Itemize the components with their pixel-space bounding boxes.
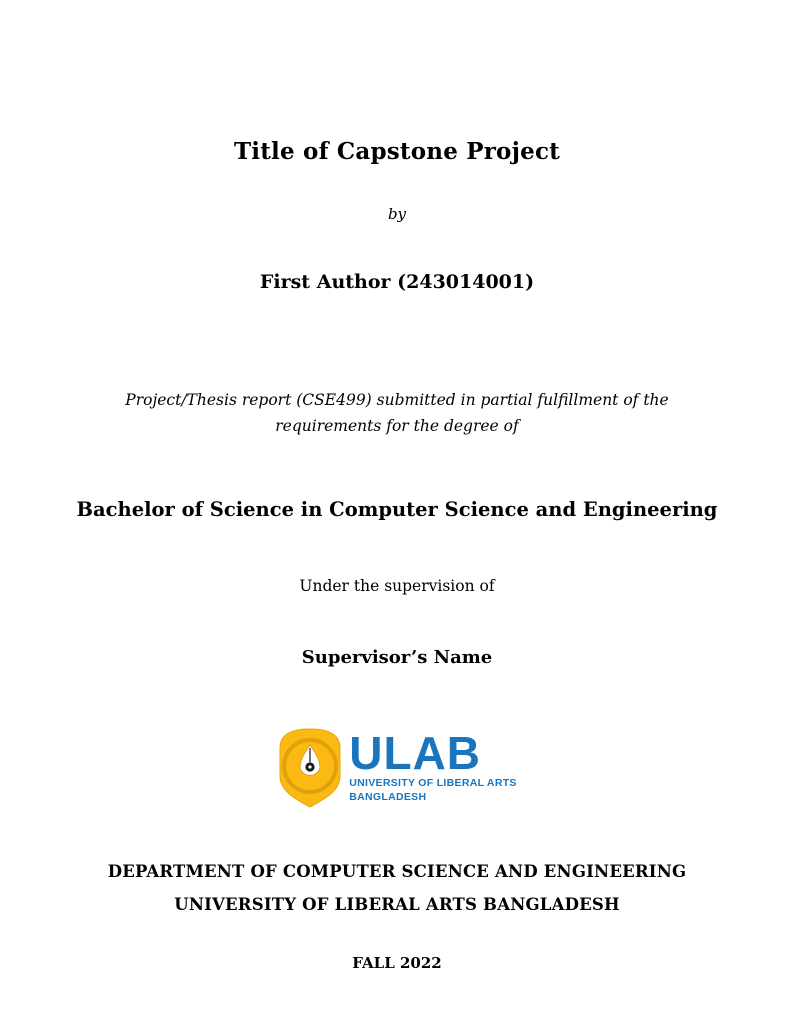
- supervision-label: Under the supervision of: [299, 576, 495, 595]
- submission-statement: [125, 387, 668, 440]
- submission-line-2: requirements for the degree of: [275, 417, 519, 436]
- author-name: First Author (243014001): [259, 271, 535, 293]
- university-name: UNIVERSITY OF LIBERAL ARTS BANGLADESH: [174, 894, 620, 914]
- degree-title: Bachelor of Science in Computer Science and Engineering: [76, 497, 718, 521]
- ulab-name-line-1: UNIVERSITY OF LIBERAL ARTS: [349, 777, 517, 790]
- ulab-logo: [277, 726, 516, 810]
- ulab-name-line-2: BANGLADESH: [349, 790, 427, 803]
- supervisor-name: Supervisor’s Name: [301, 646, 493, 668]
- ulab-logo-text: [349, 726, 517, 804]
- term-label: FALL 2022: [352, 953, 442, 972]
- ulab-emblem-icon: [277, 728, 343, 808]
- department-name: DEPARTMENT OF COMPUTER SCIENCE AND ENGINEERING: [107, 861, 687, 881]
- byline: by: [387, 205, 407, 223]
- document-title: Title of Capstone Project: [233, 138, 560, 165]
- ulab-name: [349, 777, 516, 803]
- ulab-acronym: ULAB: [349, 726, 482, 779]
- submission-line-1: Project/Thesis report (CSE499) submitted in partial fulfillment of the: [125, 391, 669, 409]
